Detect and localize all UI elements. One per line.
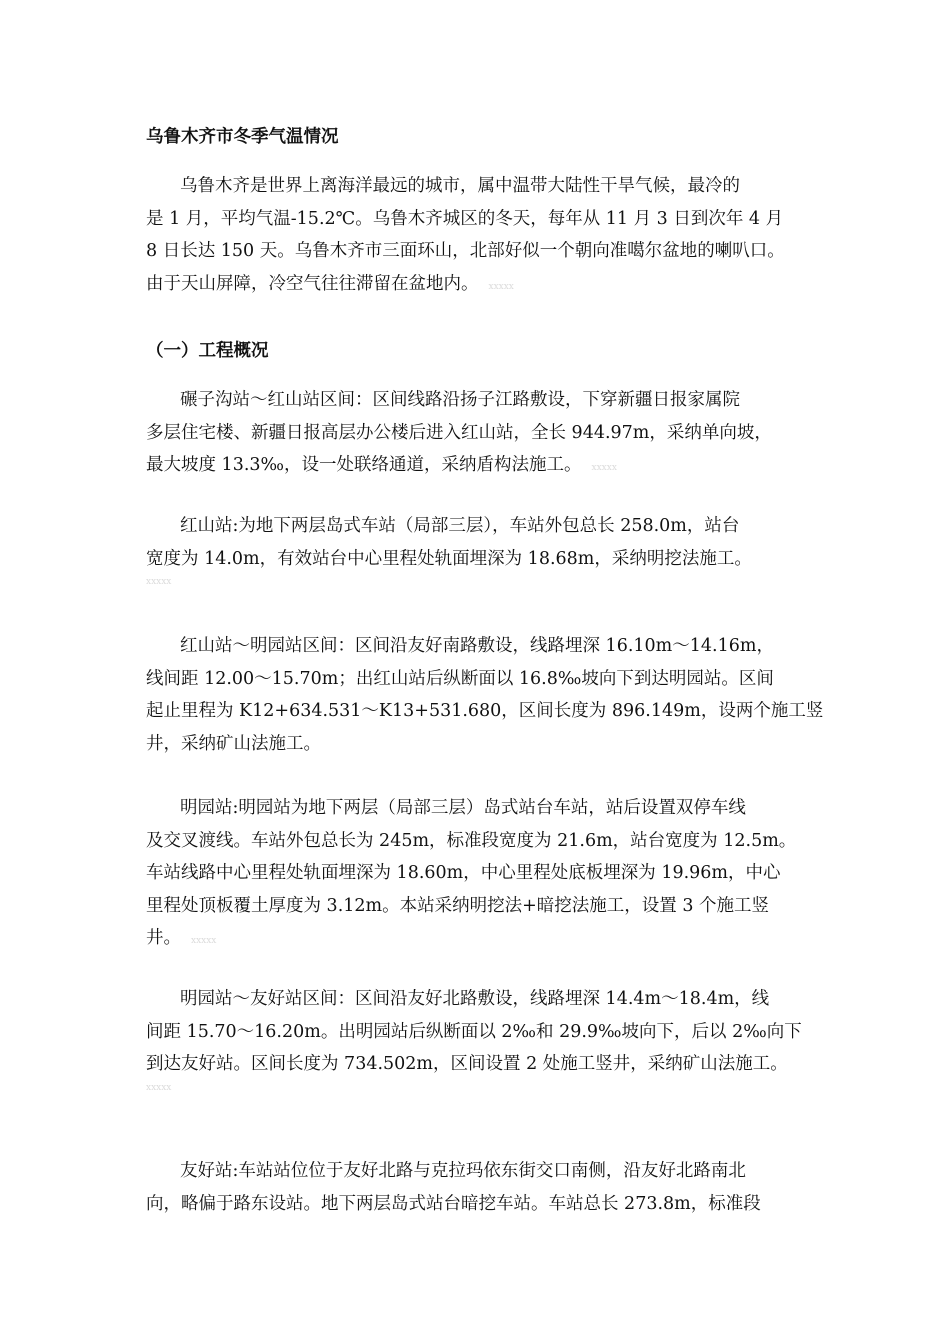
text-line: 起止里程为 K12+634.531～K13+531.680，区间长度为 896.149m，设两个施工竖 — [146, 701, 824, 721]
text-line: 线间距 12.00～15.70m；出红山站后纵断面以 16.8‰坡向下到达明园站。区间 — [146, 668, 774, 689]
heading-climate: 乌鲁木齐市冬季气温情况 — [146, 127, 339, 147]
watermark-text: xxxxx — [191, 936, 217, 946]
text-line: 多层住宅楼、新疆日报高层办公楼后进入红山站，全长 944.97m，采纳单向坡， — [146, 422, 772, 443]
paragraph-section-5 — [146, 983, 826, 1095]
heading-project-overview: （一）工程概况 — [146, 341, 269, 361]
text-line: 里程处顶板覆土厚度为 3.12m。本站采纳明挖法+暗挖法施工，设置 3 个施工竖 — [146, 895, 770, 916]
text-line: 及交叉渡线。车站外包总长为 245m，标准段宽度为 21.6m，站台宽度为 12.5m。 — [146, 830, 797, 851]
text-line: 红山站:为地下两层岛式车站（局部三层），车站外包总长 258.0m，站台 — [180, 516, 740, 536]
text-line-content: 最大坡度 13.3‰，设一处联络通道，采纳盾构法施工。 — [146, 455, 582, 475]
text-line: 向，略偏于路东设站。地下两层岛式站台暗挖车站。车站总长 273.8m，标准段 — [146, 1193, 761, 1214]
text-line: 红山站～明园站区间：区间沿友好南路敷设，线路埋深 16.10m～14.16m， — [180, 636, 774, 656]
watermark-text: xxxxx — [488, 281, 514, 292]
watermark-text: xxxxx — [146, 577, 172, 587]
paragraph-climate — [146, 170, 826, 300]
text-line: 友好站:车站站位位于友好北路与克拉玛依东街交口南侧，沿友好北路南北 — [180, 1161, 746, 1181]
text-line: 井，采纳矿山法施工。 — [146, 733, 321, 754]
text-line-content: 由于天山屏障，冷空气往往滞留在盆地内。 — [146, 273, 479, 294]
watermark-text: xxxxx — [591, 463, 617, 473]
paragraph-section-4 — [146, 792, 826, 955]
text-line: 明园站:明园站为地下两层（局部三层）岛式站台车站，站后设置双停车线 — [180, 798, 746, 818]
text-line: 到达友好站。区间长度为 734.502m，区间设置 2 处施工竖井，采纳矿山法施工。 — [146, 1054, 788, 1074]
paragraph-section-1 — [146, 384, 826, 482]
text-line: 是 1 月，平均气温-15.2℃。乌鲁木齐城区的冬天，每年从 11 月 3 日到次年 4 月 — [146, 208, 784, 229]
text-line: 明园站～友好站区间：区间沿友好北路敷设，线路埋深 14.4m～18.4m，线 — [180, 989, 770, 1009]
paragraph-section-6 — [146, 1155, 826, 1220]
text-line: 车站线路中心里程处轨面埋深为 18.60m，中心里程处底板埋深为 19.96m，中心 — [146, 863, 781, 883]
text-line: 8 日长达 150 天。乌鲁木齐市三面环山，北部好似一个朝向准噶尔盆地的喇叭口。 — [146, 241, 785, 261]
text-line — [146, 922, 826, 955]
watermark-text: xxxxx — [146, 1082, 172, 1093]
text-line: 宽度为 14.0m，有效站台中心里程处轨面埋深为 18.68m，采纳明挖法施工。 — [146, 548, 752, 569]
text-line: 间距 15.70～16.20m。出明园站后纵断面以 2‰和 29.9‰坡向下，后以 2‰向下 — [146, 1021, 802, 1042]
text-line-content: 井。 — [146, 928, 181, 948]
text-line — [146, 268, 826, 301]
text-line: 碾子沟站～红山站区间：区间线路沿扬子江路敷设，下穿新疆日报家属院 — [180, 390, 740, 410]
text-line: 乌鲁木齐是世界上离海洋最远的城市，属中温带大陆性干旱气候，最冷的 — [180, 176, 740, 196]
paragraph-section-2 — [146, 510, 826, 589]
text-line — [146, 449, 826, 482]
paragraph-section-3 — [146, 630, 826, 760]
